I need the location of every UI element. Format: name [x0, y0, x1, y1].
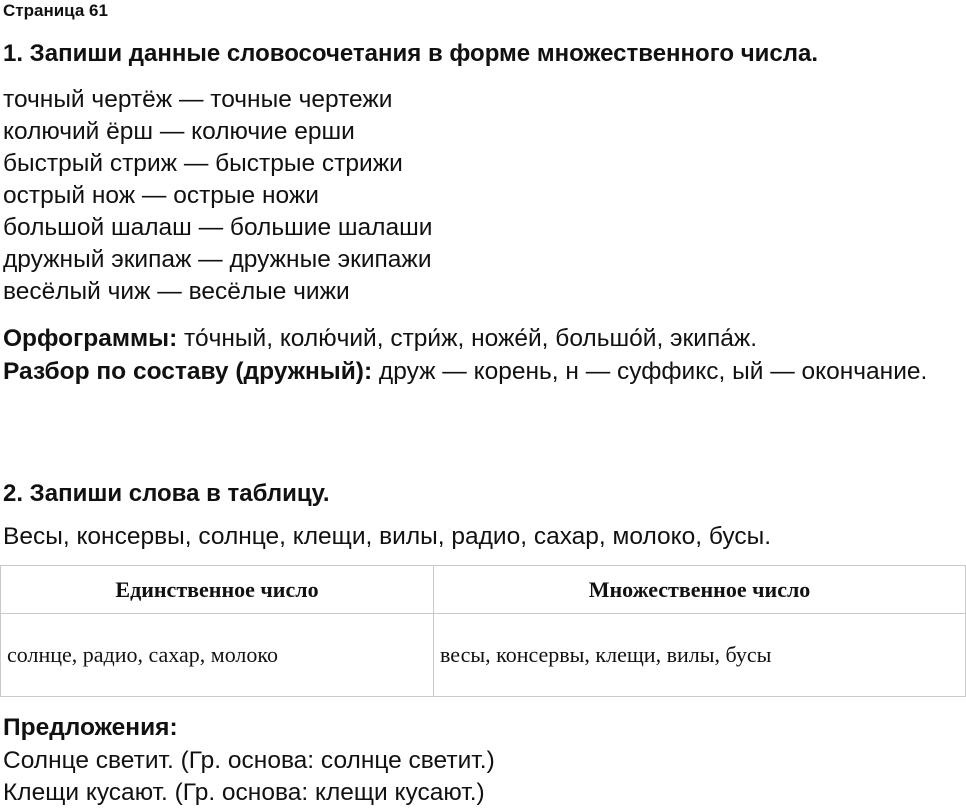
sentence-line: Клещи кусают. (Гр. основа: клещи кусают.) — [3, 779, 485, 806]
table-header-singular: Единственное число — [1, 566, 434, 614]
table-header-row — [1, 566, 966, 614]
sentences-title: Предложения: — [3, 714, 178, 741]
phrase-line: точный чертёж — точные чертежи — [3, 86, 393, 113]
sentence-list — [3, 745, 495, 809]
table-row — [1, 614, 966, 697]
phrase-line: колючий ёрш — колючие ерши — [3, 118, 355, 145]
table-header-plural: Множественное число — [434, 566, 966, 614]
task1-heading: 1. Запиши данные словосочетания в форме множественного числа. — [3, 40, 818, 67]
orthograms-label: Орфограммы: — [3, 325, 178, 352]
phrase-line: дружный экипаж — дружные экипажи — [3, 246, 432, 273]
page-title: Страница 61 — [3, 1, 108, 20]
orthograms-paragraph — [3, 322, 953, 355]
phrase-line: большой шалаш — большие шалаши — [3, 214, 433, 241]
table-cell-singular: солнце, радио, сахар, молоко — [1, 614, 434, 697]
parse-paragraph — [3, 355, 953, 388]
parse-label: Разбор по составу (дружный): — [3, 358, 373, 385]
phrase-line: весёлый чиж — весёлые чижи — [3, 278, 350, 305]
phrase-list — [3, 84, 432, 308]
word-list: Весы, консервы, солнце, клещи, вилы, радио, сахар, молоко, бусы. — [3, 523, 772, 550]
parse-text: друж — корень, н — суффикс, ый — окончание. — [372, 358, 928, 385]
table-cell-plural: весы, консервы, клещи, вилы, бусы — [434, 614, 966, 697]
phrase-line: быстрый стриж — быстрые стрижи — [3, 150, 403, 177]
phrase-line: острый нож — острые ножи — [3, 182, 319, 209]
orthograms-text: то́чный, колю́чий, стри́ж, ноже́й, большо́й, экипа́ж. — [177, 325, 758, 352]
sentence-line: Солнце светит. (Гр. основа: солнце светит.) — [3, 747, 495, 774]
number-table — [0, 565, 966, 697]
task2-heading: 2. Запиши слова в таблицу. — [3, 480, 330, 507]
